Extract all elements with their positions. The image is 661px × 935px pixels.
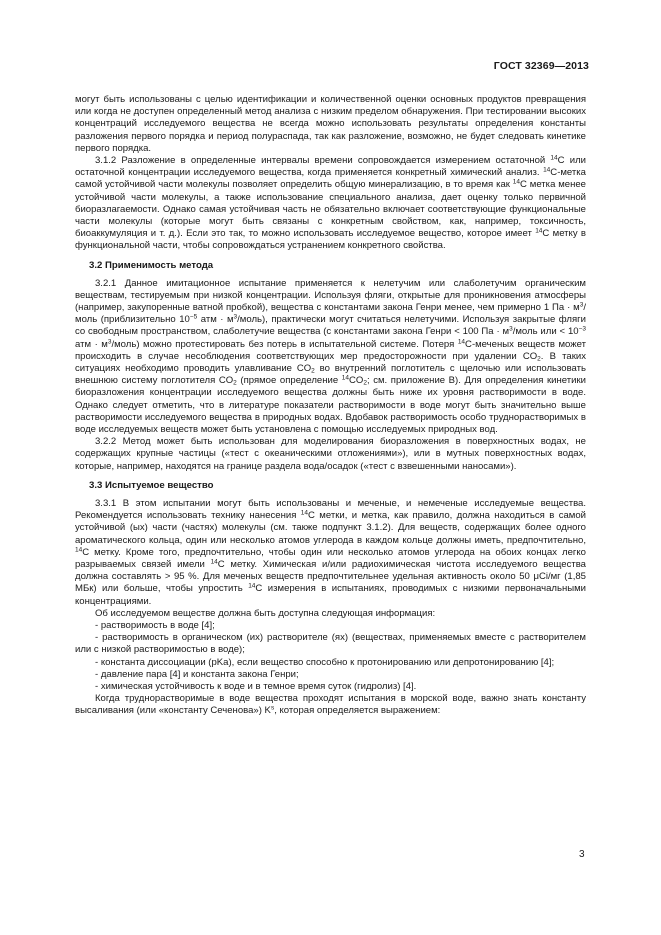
text: - растворимость в органическом (их) растворителе (ях) (веществах, применяемых вместе с растворителем или с низкой растворимостью в воде); xyxy=(75,632,586,656)
text: ; см. приложение В). Для определения кинетики биоразложения концентрации исследуемого вещества должны быть ниже их уровня растворимости в воде. Однако следует отметить, что в литературе показатели растворимости в воде могут быть значительно выше растворимости исследуемого вещества в природных водах. Вдобавок растворимость особо труднорастворимых в воде исследуемых веществ может быть установлена с помощью исследуемых природных вод. xyxy=(75,375,586,436)
section-heading-3-3: 3.3 Испытуемое вещество xyxy=(89,479,214,491)
paragraph-3-3-1 xyxy=(75,498,586,608)
list-item xyxy=(75,632,586,656)
superscript: 14 xyxy=(543,166,551,174)
text: С метку. Химическая и/или радиохимическая чистота исследуемого вещества должна составлять > 95 %. Для меченых веществ предпочтительнее удельная активность около 50 μCi/мг (1,85 МБк) или больше, чтобы упростить xyxy=(75,558,586,595)
section-heading-3-2: 3.2 Применимость метода xyxy=(89,259,214,271)
text: - константа диссоциации (pKa), если вещество способно к протонированию или депротонированию [4]; xyxy=(95,656,555,668)
subscript: 2 xyxy=(233,379,237,387)
text: Об исследуемом веществе должна быть доступна следующая информация: xyxy=(95,607,436,619)
superscript: −5 xyxy=(189,313,198,321)
text: - давление пара [4] и константа закона Генри; xyxy=(95,668,299,680)
text: - химическая устойчивость к воде и в темное время суток (гидролиз) [4]. xyxy=(95,680,417,692)
superscript: 14 xyxy=(457,338,466,346)
text: С-метка самой устойчивой части молекулы позволяет определить общую минерализацию, в то время как xyxy=(75,167,586,191)
text: Когда труднорастворимые в воде вещества проходят испытания в морской воде, важно знать константу высаливания (или «константу Сеченова») K xyxy=(75,693,586,717)
text: С метка менее устойчивой части молекулы, а также использование специального анализа, дает оценку только первичной биоразлагаемости. Однако самая устойчивая часть не обязательно включает соответствующие функциональные части молекулы (которые могут быть связаны с конкретным свойством, как, например, токсичность, биоаккумуляция и т. д.). Если это так, то можно использовать исследуемое вещество, которое имеет xyxy=(75,179,586,240)
paragraph-salting-out xyxy=(75,693,586,717)
superscript: 14 xyxy=(75,546,83,554)
text: 3.1.2 Разложение в определенные интервалы времени сопровождается измерением остаточной xyxy=(95,155,551,167)
subscript: 2 xyxy=(311,367,315,375)
page-number: 3 xyxy=(579,849,585,860)
superscript: 3 xyxy=(579,301,584,309)
text: (прямое определение xyxy=(236,375,342,387)
text: /моль или < 10 xyxy=(512,326,579,338)
paragraph-3-2-2 xyxy=(75,436,586,473)
superscript: 3 xyxy=(107,338,112,346)
superscript: −3 xyxy=(578,325,586,333)
text: С метки, и метка, как правило, должна находиться в самой устойчивой (ых) части (частях) молекулы (см. также подпункт 3.1.2). Для веществ, содержащих более одного ароматического кольца, один или несколько атомов углерода в каждом кольце должны иметь, предпочтительно, xyxy=(75,510,586,546)
document-code: ГОСТ 32369—2013 xyxy=(493,60,589,72)
superscript: 3 xyxy=(233,313,238,321)
text: CO xyxy=(348,375,364,387)
superscript: 14 xyxy=(341,374,349,382)
text: 3.2.1 Данное имитационное испытание применяется к нелетучим или слаболетучим органическим веществам, тестируемым при низкой концентрации. Используя фляги, открытые для проникновения атмосферы (например, закупоренные ватной пробкой), вещества с константами закона Генри менее, чем примерно 1 Па · м xyxy=(75,277,586,314)
subscript: 2 xyxy=(363,379,367,387)
paragraph-3-1-2 xyxy=(75,155,586,253)
text: /моль (приблизительно 10 xyxy=(75,302,586,326)
superscript: 14 xyxy=(535,227,543,235)
text: /моль), практически могут считаться нелетучими. Используя закрытые фляги со свободным пространством, слаболетучие вещества (с константами закона Генри < 100 Па · м xyxy=(75,314,586,338)
superscript: 14 xyxy=(512,178,521,186)
text: С метку в функциональной части, чтобы сопровождаться устранением конкретного свойства. xyxy=(75,228,587,252)
paragraph-3-2-1 xyxy=(75,278,586,437)
text: . В таких ситуациях необходимо проводить улавливание CO xyxy=(75,350,586,375)
paragraph-continuation xyxy=(75,94,586,155)
text: 3.2.2 Метод может быть использован для моделирования биоразложения в поверхностных водах, не содержащих крупные частицы («тест с океаническими отложениями»), или в мутных поверхностных водах, которые, например, находятся на границе раздела вода/осадок («тест с взвешенными наносами»). xyxy=(75,436,586,472)
text: атм · м xyxy=(75,338,108,350)
text: /моль) можно протестировать без потерь в испытательной системе. Потеря xyxy=(111,338,458,350)
superscript: 3 xyxy=(509,325,513,333)
text: - растворимость в воде [4]; xyxy=(95,619,215,631)
list-item xyxy=(75,620,586,632)
text: атм · м xyxy=(197,314,234,326)
text: 3.3.1 В этом испытании могут быть использованы и меченые, и немеченые исследуемые вещества. Рекомендуется использовать технику нанесения xyxy=(75,497,586,522)
superscript: 14 xyxy=(550,154,558,162)
info-intro xyxy=(75,608,586,620)
list-item xyxy=(75,657,586,669)
text: С измерения в испытаниях, проводимых с низкими первоначальными концентрациями. xyxy=(75,583,586,607)
superscript: s xyxy=(270,704,275,712)
text: , которая определяется выражением: xyxy=(274,705,441,717)
superscript: 14 xyxy=(248,582,256,590)
text: С или остаточной концентрации исследуемого вещества, когда применяется конкретный химический анализ. xyxy=(75,155,586,179)
list-item xyxy=(75,669,586,681)
superscript: 14 xyxy=(300,509,308,517)
text: во внутренний поглотитель с щелочью или использовать внешнюю систему поглотителя CO xyxy=(75,363,586,387)
text: С-меченых веществ может происходить в случае несоблюдения соответствующих мер предосторожности при удалении CO xyxy=(75,338,586,362)
text: С метку. Кроме того, предпочтительно, чтобы один или несколько атомов углерода на обоих концах легко разрываемых связей имели xyxy=(75,546,586,570)
text: могут быть использованы с целью идентификации и количественной оценки основных продуктов превращения или когда не доступен определенный метод анализа с низким пределом обнаружения. При тестировании высоких концентраций исследуемого вещества не всегда можно использовать результаты определения константы разложения первого порядка и период полураспада, так как разложение, возможно, не будет следовать кинетике первого порядка. xyxy=(75,94,586,154)
list-item xyxy=(75,681,586,693)
page-content xyxy=(75,94,586,718)
superscript: 14 xyxy=(210,558,218,566)
subscript: 2 xyxy=(537,355,541,363)
